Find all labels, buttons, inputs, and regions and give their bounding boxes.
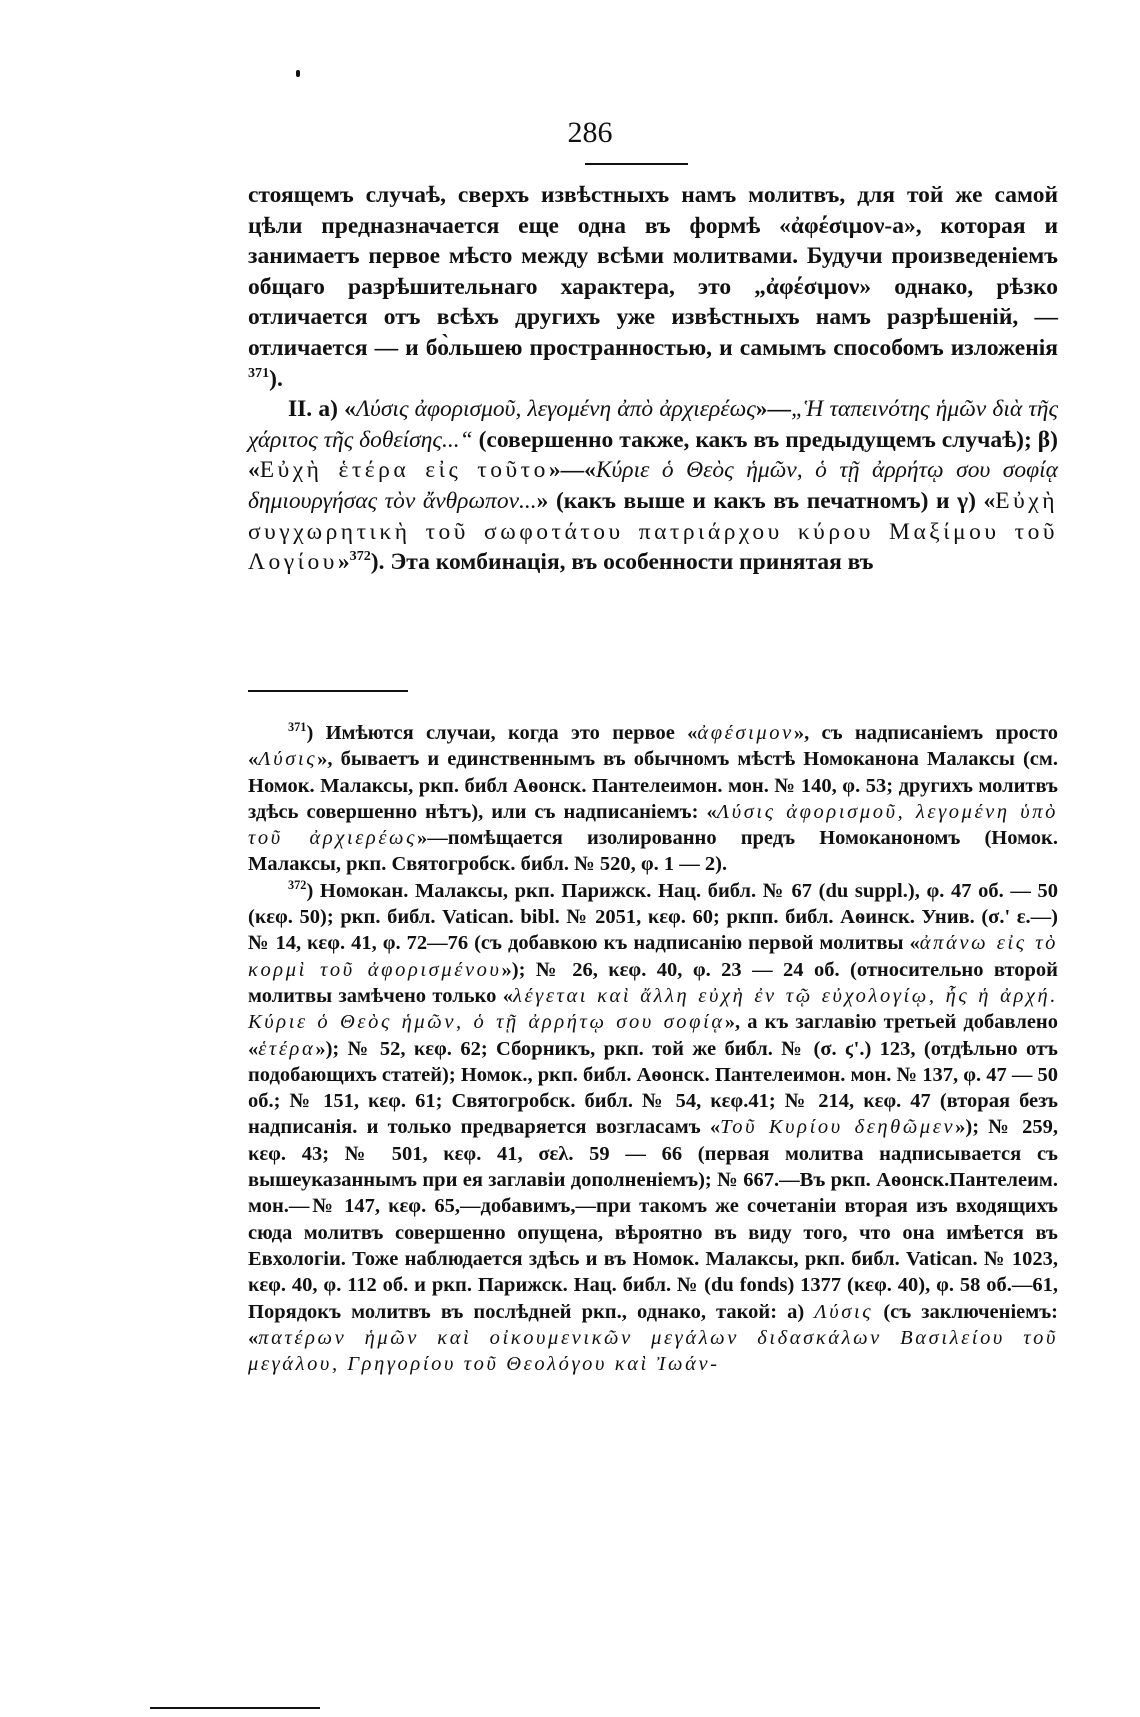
fn371-greek-2: Λύσις — [258, 748, 318, 771]
paragraph-1-end: ). — [269, 365, 283, 392]
paragraph-1-text: стоящемъ случаѣ, сверхъ извѣстныхъ намъ молитвъ, для той же самой цѣли предназначается еще одна въ формѣ «ἀφέσιμον-а», которая и занимаетъ первое мѣсто между всѣми молитвами. Будучи произведеніемъ общаго разрѣшительнаго характера, это „ἀφέσιμον» однако, рѣзко отличается отъ всѣхъ другихъ уже извѣстныхъ намъ разрѣшеній, — отличается — и бо̀льшею пространностью, и самымъ способомъ изложенія — [248, 182, 1058, 361]
page-number-rule — [585, 163, 688, 165]
footnote-371-mark: 371 — [288, 720, 307, 735]
fn372-greek-5: Λύσις — [814, 1300, 874, 1323]
footnote-372-mark: 372 — [288, 877, 307, 892]
p2-c-prefix: γ) « — [949, 487, 996, 514]
p2-b-prefix: β) « — [248, 426, 1058, 484]
paragraph-2 — [248, 394, 1058, 578]
p2-b-greek-title: Εὐχὴ ἑτέρα εἰς τοῦτο — [259, 457, 549, 484]
p2-a-close: »— — [755, 396, 791, 423]
fn372-greek-4: Τοῦ Κυρίου δεηθῶμεν — [720, 1116, 956, 1139]
p2-a-quote: „Ἡ ταπεινότης ἡμῶν διὰ τῆς χάριτος τῆς δοθείσης...“ — [248, 396, 1058, 453]
fn371-text-a: ) Имѣются случаи, когда это первое « — [306, 722, 698, 744]
fn372-text-b: »); № 26, κεφ. 40, φ. 23 — 24 об. (относительно второй молитвы замѣчено только « — [248, 958, 1058, 1007]
fn371-text-d: »—помѣщается изолированно предъ Номоканономъ (Номок. Малаксы, ркп. Святогробск. библ. № 520, φ. 1 — 2). — [248, 827, 1058, 876]
p2-c-close: » — [337, 549, 350, 576]
footnotes — [248, 720, 1058, 1377]
fn372-greek-6: πατέρων ἡμῶν καὶ οἰκουμενικῶν μεγάλων διδασκάλων Βασιλείου τοῦ μεγάλου, Γρηγορίου τοῦ Θεολόγου καὶ Ἰωάν- — [248, 1326, 1058, 1376]
note-ref-371: 371 — [248, 364, 270, 381]
fn372-greek-2: λέγεται καὶ ἄλλη εὐχὴ ἐν τῷ εὐχολογίῳ, ἧς ἡ ἀρχή. Κύριε ὁ Θεὸς ἡμῶν, ὁ τῇ ἀρρήτῳ σου σοφίᾳ — [248, 984, 1058, 1034]
fn372-text-e: »); № 259, κεφ. 43; № 501, κεφ. 41, σελ. 59 — 66 (первая молитва надписывается съ вышеуказаннымъ при ея заглавіи дополненіемъ); № 667.—Въ ркп. Аѳонск.Пантелеим. мон.—№ 147, κεφ. 65,—добавимъ,—при такомъ же сочетаніи вторая изъ входящихъ сюда молитвъ совершенно опущена, вѣроятно въ виду того, что она имѣется въ Евхологіи. Тоже наблюдается здѣсь и въ Номок. Малаксы, ркп. библ. Vatican. № 1023, κεφ. 40, φ. 112 об. и ркп. Парижск. Нац. библ. № (du fonds) 1377 (κεφ. 40), φ. 58 об.—61, Порядокъ молитвъ въ послѣдней ркп., однако, такой: а) — [248, 1116, 1059, 1323]
p2-b-close: »—« — [548, 457, 596, 484]
note-ref-372: 372 — [349, 548, 371, 565]
p2-a-tail: (совершенно также, какъ въ предыдущемъ случаѣ); — [472, 426, 1032, 453]
paragraph-1 — [248, 180, 1058, 394]
fn372-text-a: ) Номокан. Малаксы, ркп. Парижск. Нац. библ. № 67 (du suppl.), φ. 47 об. — 50 (κεφ. 50); ркп. библ. Vatican. bibl. № 2051, κεφ. 60; ркпп. библ. Аѳинск. Унив. (σ.' ε.—) № 14, κεφ. 41, φ. 72—76 (съ добавкою къ надписанію первой молитвы « — [248, 879, 1058, 955]
p2-end: ). Эта комбинація, въ особенности принятая въ — [370, 549, 874, 576]
fn372-text-c: », а къ заглавію третьей добавлено « — [248, 1011, 1058, 1060]
fn371-greek-3: Λύσις ἀφορισμοῦ, λεγομένη ὑπὸ τοῦ ἀρχιερέως — [248, 800, 1058, 850]
footnote-372 — [248, 878, 1058, 1378]
fn372-text-d: »); № 52, κεφ. 62; Сборникъ, ркп. той же библ. № (σ. ϛ'.) 123, (отдѣльно отъ подобающихъ статей); Номок., ркп. библ. Аѳонск. Пантелеимон. мон. № 137, φ. 47 — 50 об.; № 151, κεφ. 61; Святогробск. библ. № 54, κεφ.41; № 214, κεφ. 47 (вторая безъ надписанія. и только предваряется возгласамъ « — [248, 1037, 1058, 1139]
p2-a-greek-title: Λύσις ἀφορισμοῦ, λεγομένη ἀπὸ ἀρχιερέως — [355, 396, 756, 423]
fn371-greek-1: ἀφέσιμον — [697, 722, 794, 744]
fn372-greek-1: ἀπάνω εἰς τὸ κορμὶ τοῦ ἀφορισμένου — [248, 932, 1059, 981]
print-speck — [296, 70, 300, 77]
main-text — [248, 180, 1058, 578]
fn372-greek-3: ἑτέρα — [258, 1037, 316, 1060]
page-number: 286 — [567, 116, 613, 149]
fn372-text-f: (съ заключеніемъ: « — [248, 1300, 1058, 1349]
p2-c-greek-title: Εὐχὴ συγχωρητικὴ τοῦ σωφοτάτου πατριάρχου κύρου Μαξίμου τοῦ Λογίου — [248, 487, 1059, 576]
p2-b-tail: » (какъ выше и какъ въ печатномъ) и — [536, 487, 950, 514]
fn371-text-b: », съ надписаніемъ просто « — [248, 722, 1058, 771]
p2-a-prefix: II. а) « — [288, 396, 356, 423]
footnote-separator — [248, 690, 408, 692]
bottom-edge-rule — [150, 1707, 320, 1709]
fn371-text-c: », бываетъ и единственнымъ въ обычномъ мѣстѣ Номоканона Малаксы (см. Номок. Малаксы, ркп. библ Аѳонск. Пантелеимон. мон. № 140, φ. 53; другихъ молитвъ здѣсь совершенно нѣтъ), или съ надписаніемъ: « — [248, 748, 1058, 823]
footnote-371 — [248, 720, 1058, 878]
p2-b-quote: Κύριε ὁ Θεὸς ἡμῶν, ὁ τῇ ἀρρήτῳ σου σοφίᾳ δημιουργήσας τὸν ἄνθρωπον... — [248, 457, 1058, 514]
